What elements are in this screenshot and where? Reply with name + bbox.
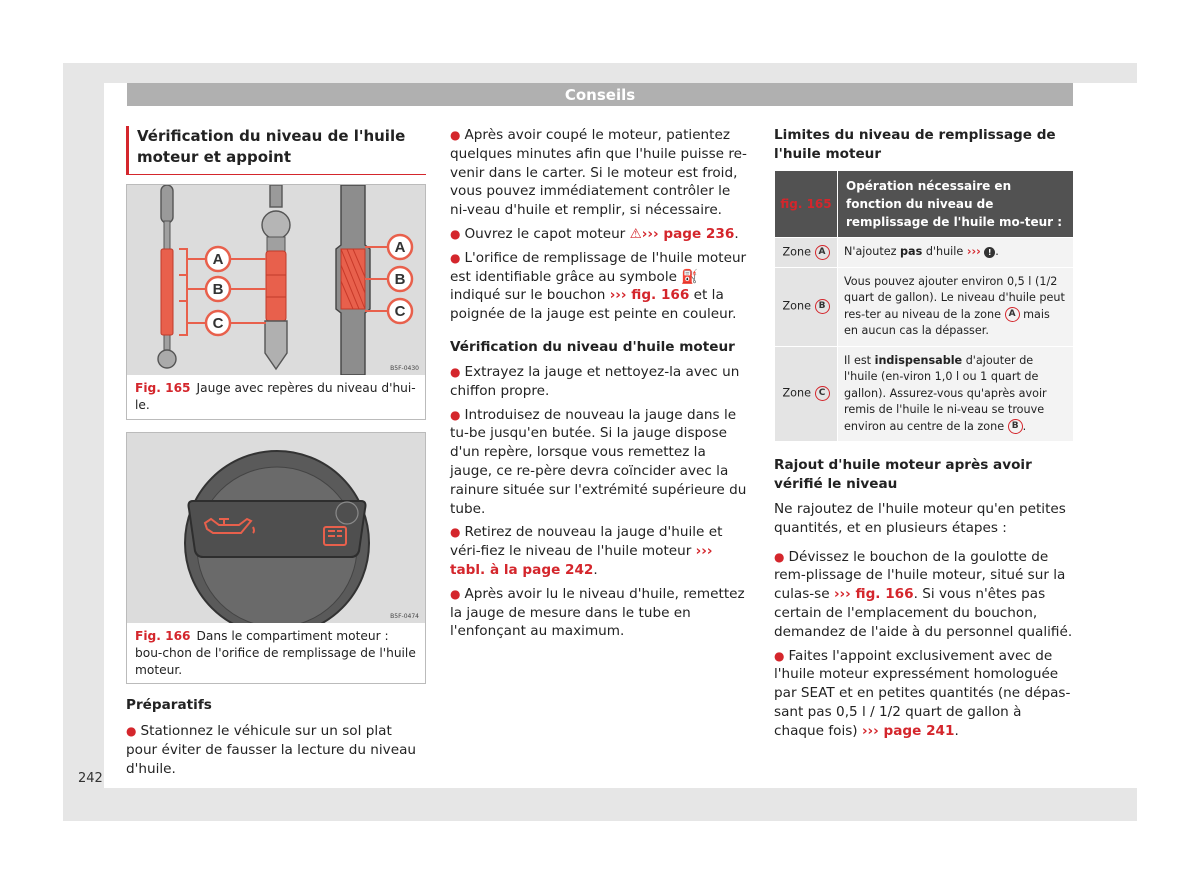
figure-ref-link[interactable]: ››› fig. 166 — [833, 586, 914, 603]
list-item: ● Dévissez le bouchon de la goulotte de rem-plissage de l'huile moteur, situé sur la culas-se ››› fig. 166. Si vous n'êtes pas certain de l'emplacement du bouchon, demandez de l'aide à du personnel qualifié. — [774, 548, 1073, 640]
zone-marker: A — [1005, 307, 1020, 322]
figure-number: Fig. 165 — [135, 381, 191, 395]
zone-label: Zone — [782, 245, 811, 259]
list-item-text: Introduisez de nouveau la jauge dans le tu-be jusqu'en butée. Si la jauge dispose d'un repère, lorsque vous remettez la jauge, ce re-père devra coïncider avec la rainure située sur l'extrémité supérieure du tube. — [450, 406, 747, 517]
list-item: ● Extrayez la jauge et nettoyez-la avec un chiffon propre. — [450, 363, 740, 399]
figure-code: B5F-0474 — [390, 613, 419, 620]
figure-165 — [126, 184, 426, 420]
cell-text: mais en aucun cas la dépasser. — [844, 307, 1050, 337]
table-row — [775, 346, 1074, 442]
page-ref-link[interactable]: ››› page 236 — [641, 225, 735, 242]
paragraph: Ne rajoutez de l'huile moteur qu'en petites quantités, et en plusieurs étapes : — [774, 501, 1066, 536]
page-ref-link[interactable]: ››› page 241 — [861, 722, 955, 739]
list-item-text: Dévissez le bouchon de la goulotte de rem-plissage de l'huile moteur, situé sur la culas-se — [774, 548, 1066, 603]
table-header-row — [775, 171, 1074, 238]
list-item: ● Après avoir coupé le moteur, patientez quelques minutes afin que l'huile puisse re-venir dans le carter. Si le moteur est froid, vous pouvez immédiatement contrôler le ni-veau d'huile et remplir, si nécessaire. — [450, 127, 747, 219]
list-item-text: Extrayez la jauge et nettoyez-la avec un chiffon propre. — [450, 363, 740, 399]
list-item: ● L'orifice de remplissage de l'huile moteur est identifiable grâce au symbole ⛽ indiqué sur le bouchon ››› fig. 166 et la poignée de la jauge est peinte en couleur. — [450, 249, 747, 323]
cell-text-bold: pas — [900, 245, 923, 258]
figure-caption-text: Dans le compartiment moteur : bou-chon de l'orifice de remplissage de l'huile moteur. — [135, 629, 416, 677]
table-header-fig: fig. 165 — [775, 171, 838, 238]
zone-marker: B — [815, 299, 830, 314]
label-a: A — [394, 239, 406, 256]
figure-code: B5F-0430 — [390, 365, 419, 372]
list-item-text: Après avoir coupé le moteur, patientez quelques minutes afin que l'huile puisse re-venir dans le carter. Si le moteur est froid, vous pouvez immédiatement contrôler le ni-veau d'huile et remplir, si nécessaire. — [450, 127, 747, 219]
list-item-text: indiqué sur le bouchon — [450, 287, 610, 304]
figure-number: Fig. 166 — [135, 629, 191, 643]
list-item: ● Stationnez le véhicule sur un sol plat pour éviter de fausser la lecture du niveau d'huile. — [126, 723, 417, 777]
zone-cell — [775, 346, 838, 442]
list-item-text: L'orifice de remplissage de l'huile moteur est identifiable grâce au symbole — [450, 249, 747, 285]
right-column-text — [774, 456, 1074, 746]
cell-text-bold: indispensable — [874, 353, 963, 367]
list-item-text: Retirez de nouveau la jauge d'huile et véri-fiez le niveau de l'huile moteur — [450, 524, 723, 560]
zone-marker: B — [1008, 419, 1023, 434]
page-number: 242 — [78, 771, 103, 786]
table-title: Limites du niveau de remplissage de l'huile moteur — [774, 127, 1056, 162]
cell-text: d'huile — [922, 245, 967, 258]
figure-caption — [135, 628, 419, 679]
prep-title: Préparatifs — [126, 697, 212, 713]
label-b: B — [394, 271, 406, 288]
reference-arrow-icon: ››› — [966, 245, 981, 258]
list-item: ● Introduisez de nouveau la jauge dans le tu-be jusqu'en butée. Si la jauge dispose d'un repère, lorsque vous remettez la jauge, ce re-père devra coïncider avec la rainure située sur l'extrémité supérieure du tube. — [450, 406, 747, 517]
label-c: C — [394, 303, 406, 320]
cell-text: Il est — [844, 353, 875, 367]
list-item-text: . Si vous n'êtes pas certain de l'emplacement du bouchon, demandez de l'aide à du personnel qualifié. — [774, 586, 1073, 640]
cell-text: Vous pouvez ajouter environ 0,5 l (1/2 quart de gallon). Le niveau d'huile peut res-ter au niveau de la zone — [844, 274, 1065, 321]
warning-icon: ⚠ — [629, 225, 642, 242]
limits-table-wrapper — [774, 170, 1074, 442]
table-row — [775, 238, 1074, 268]
list-item-text: et la poignée de la jauge est peinte en couleur. — [450, 287, 737, 323]
zone-cell — [775, 267, 838, 346]
zone-label: Zone — [782, 386, 811, 400]
label-a: A — [212, 251, 224, 268]
list-item: ● Faites l'appoint exclusivement avec de l'huile moteur expressément homologuée par SEAT et en petites quantités (ne dépas-sant pas 0,5 l / 1/2 quart de gallon à chaque fois) ››› page 241. — [774, 647, 1071, 739]
zone-description — [838, 267, 1074, 346]
dipstick-diagram — [127, 185, 425, 375]
oil-cap-diagram — [127, 433, 425, 623]
zone-marker: C — [815, 386, 830, 401]
figure-166 — [126, 432, 426, 684]
label-c: C — [212, 315, 224, 332]
list-item: ● Après avoir lu le niveau d'huile, remettez la jauge de mesure dans le tube en l'enfonçant au maximum. — [450, 585, 745, 640]
middle-column — [450, 126, 748, 646]
zone-cell — [775, 238, 838, 268]
subheading: Vérification du niveau d'huile moteur — [450, 338, 735, 355]
list-item-text: Faites l'appoint exclusivement avec de l'huile moteur expressément homologuée par SEAT et en petites quantités (ne dépas-sant pas 0,5 l / 1/2 quart de gallon à chaque fois) — [774, 647, 1071, 739]
list-item-text: Stationnez le véhicule sur un sol plat pour éviter de fausser la lecture du niveau d'huile. — [126, 723, 417, 777]
oil-cap-illustration — [127, 433, 425, 623]
subheading: Rajout d'huile moteur après avoir vérifié le niveau — [774, 457, 1032, 492]
zone-marker: A — [815, 245, 830, 260]
zone-description: Il est indispensable d'ajouter de l'huile (en-viron 1,0 l ou 1 quart de gallon). Assurez-vous qu'après avoir remis de l'huile le ni-veau se trouve environ au centre de la zone B . — [838, 346, 1074, 442]
figure-caption — [135, 380, 419, 414]
label-b: B — [212, 281, 224, 298]
cell-text: N'ajoutez — [844, 245, 901, 258]
list-item-text: Ouvrez le capot moteur — [464, 225, 630, 242]
figure-ref-link[interactable]: ››› fig. 166 — [609, 287, 690, 304]
section-title: Vérification du niveau de l'huile moteur et appoint — [126, 126, 426, 175]
oil-can-icon: ⛽ — [681, 268, 699, 285]
limits-table — [774, 170, 1074, 442]
dipstick-illustration — [127, 185, 425, 375]
cell-text: d'ajouter de l'huile (en-viron 1,0 l ou 1 quart de gallon). Assurez-vous qu'après avoir remis de l'huile le ni-veau se trouve environ au centre de la zone — [844, 353, 1047, 433]
zone-label: Zone — [782, 299, 811, 313]
list-item: ● Ouvrez le capot moteur ⚠››› page 236. — [450, 225, 739, 242]
zone-description: N'ajoutez pas d'huile ››› ! . — [838, 238, 1074, 268]
figure-caption-text: Jauge avec repères du niveau d'hui-le. — [135, 381, 416, 412]
list-item: ● Retirez de nouveau la jauge d'huile et véri-fiez le niveau de l'huile moteur ››› tabl. à la page 242. — [450, 524, 723, 578]
section-header: Conseils — [127, 83, 1073, 106]
table-ref-link[interactable]: ››› tabl. à la page 242 — [450, 543, 713, 578]
table-row — [775, 267, 1074, 346]
prep-list — [126, 722, 426, 783]
table-header-op: Opération nécessaire en fonction du niveau de remplissage de l'huile mo-teur : — [838, 171, 1074, 238]
caution-icon: ! — [984, 247, 995, 258]
list-item-text: Après avoir lu le niveau d'huile, remettez la jauge de mesure dans le tube en l'enfonçant au maximum. — [450, 585, 745, 640]
